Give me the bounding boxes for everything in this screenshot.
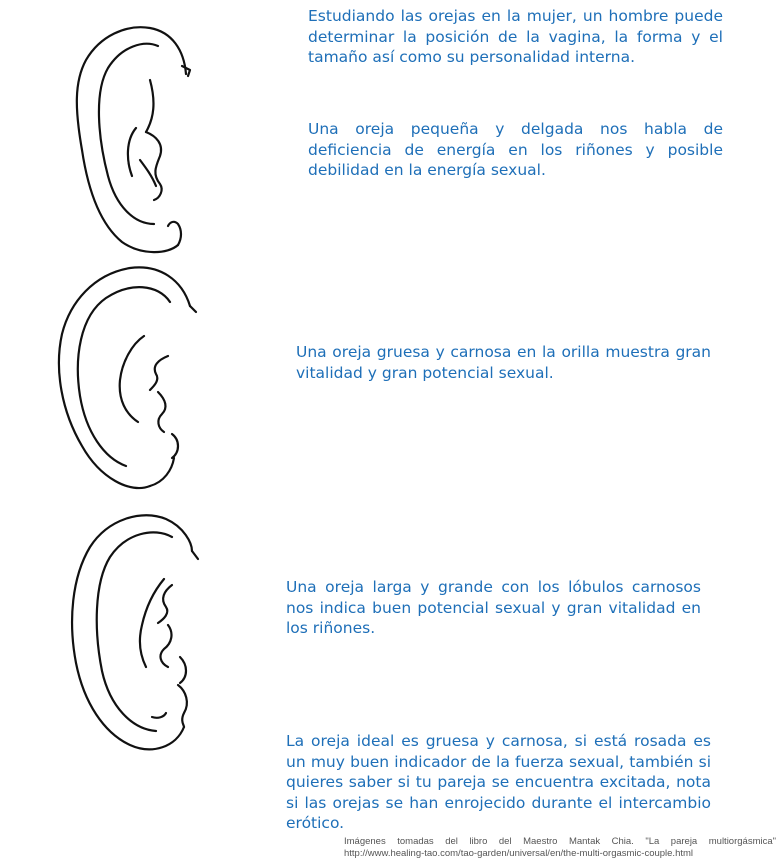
caption-source-text: Imágenes tomadas del libro del Maestro Mantak Chia. "La pareja multiorgásmica" <box>344 836 776 847</box>
image-source-caption <box>344 836 776 860</box>
thick-fleshy-ear-description: Una oreja gruesa y carnosa en la orilla muestra gran vitalidad y gran potencial sexual. <box>296 343 711 382</box>
large-lobed-ear-drawing-icon <box>60 507 210 757</box>
thick-fleshy-ear-drawing-icon <box>40 262 205 497</box>
ideal-ear-description: La oreja ideal es gruesa y carnosa, si está rosada es un muy buen indicador de la fuerza sexual, también si quieres saber si tu pareja se encuentra excitada, nota si las orejas se han enrojecido durante el intercambio erótico. <box>286 732 711 832</box>
small-thin-ear-drawing-icon <box>60 10 210 260</box>
intro-paragraph: Estudiando las orejas en la mujer, un hombre puede determinar la posición de la vagina, la forma y el tamaño así como su personalidad interna. <box>308 7 723 66</box>
small-thin-ear-description: Una oreja pequeña y delgada nos habla de deficiencia de energía en los riñones y posible debilidad en la energía sexual. <box>308 120 723 179</box>
large-lobed-ear-description: Una oreja larga y grande con los lóbulos carnosos nos indica buen potencial sexual y gran vitalidad en los riñones. <box>286 578 701 637</box>
caption-source-url[interactable]: http://www.healing-tao.com/tao-garden/universal/en/the-multi-orgasmic-couple.html <box>344 848 694 859</box>
